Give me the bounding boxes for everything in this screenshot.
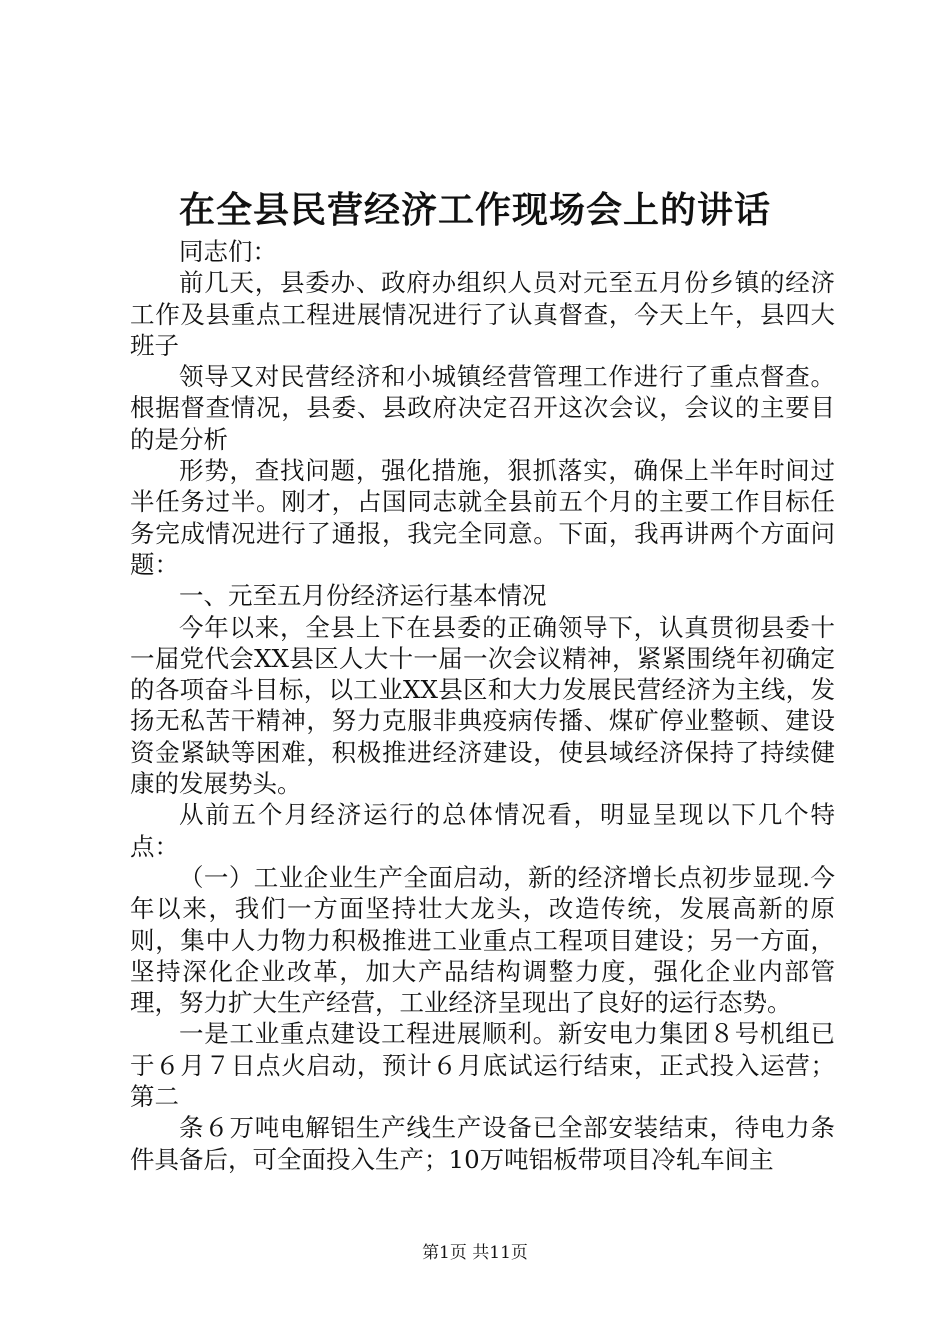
body-paragraph: 前几天，县委办、政府办组织人员对元至五月份乡镇的经济工作及县重点工程进展情况进行了认真督查，今天上午，县四大班子	[130, 268, 835, 360]
body-paragraph: 形势，查找问题，强化措施，狠抓落实，确保上半年时间过半任务过半。刚才，占国同志就全县前五个月的主要工作目标任务完成情况进行了通报，我完全同意。下面，我再讲两个方面问题：	[130, 456, 835, 579]
body-paragraph: 领导又对民营经济和小城镇经营管理工作进行了重点督查。根据督查情况，县委、县政府决定召开这次会议，会议的主要目的是分析	[130, 362, 835, 454]
body-paragraph: 今年以来，全县上下在县委的正确领导下，认真贯彻县委十一届党代会XX县区人大十一届一次会议精神，紧紧围绕年初确定的各项奋斗目标，以工业XX县区和大力发展民营经济为主线，发扬无私苦干精神，努力克服非典疫病传播、煤矿停业整顿、建设资金紧缺等困难，积极推进经济建设，使县域经济保持了持续健康的发展势头。	[130, 612, 835, 799]
document-title: 在全县民营经济工作现场会上的讲话	[178, 189, 771, 231]
page-number-footer: 第1页 共11页	[422, 1243, 528, 1263]
body-paragraph: 条６万吨电解铝生产线生产设备已全部安装结束，待电力条件具备后，可全面投入生产；10万吨铝板带项目冷轧车间主	[130, 1113, 835, 1174]
section-heading: 一、元至五月份经济运行基本情况	[179, 581, 547, 611]
salutation-paragraph: 同志们：	[179, 237, 277, 266]
body-paragraph: 一是工业重点建设工程进展顺利。新安电力集团８号机组已于６月７日点火启动，预计６月底试运行结束，正式投入运营；第二	[130, 1019, 835, 1112]
body-paragraph: 从前五个月经济运行的总体情况看，明显呈现以下几个特点：	[130, 800, 835, 861]
document-body	[130, 236, 835, 1175]
subsection-paragraph: （一）工业企业生产全面启动，新的经济增长点初步显现.今年以来，我们一方面坚持壮大龙头，改造传统，发展高新的原则，集中人力物力积极推进工业重点工程项目建设；另一方面，坚持深化企业改革，加大产品结构调整力度，强化企业内部管理，努力扩大生产经营，工业经济呈现出了良好的运行态势。	[130, 862, 835, 1018]
